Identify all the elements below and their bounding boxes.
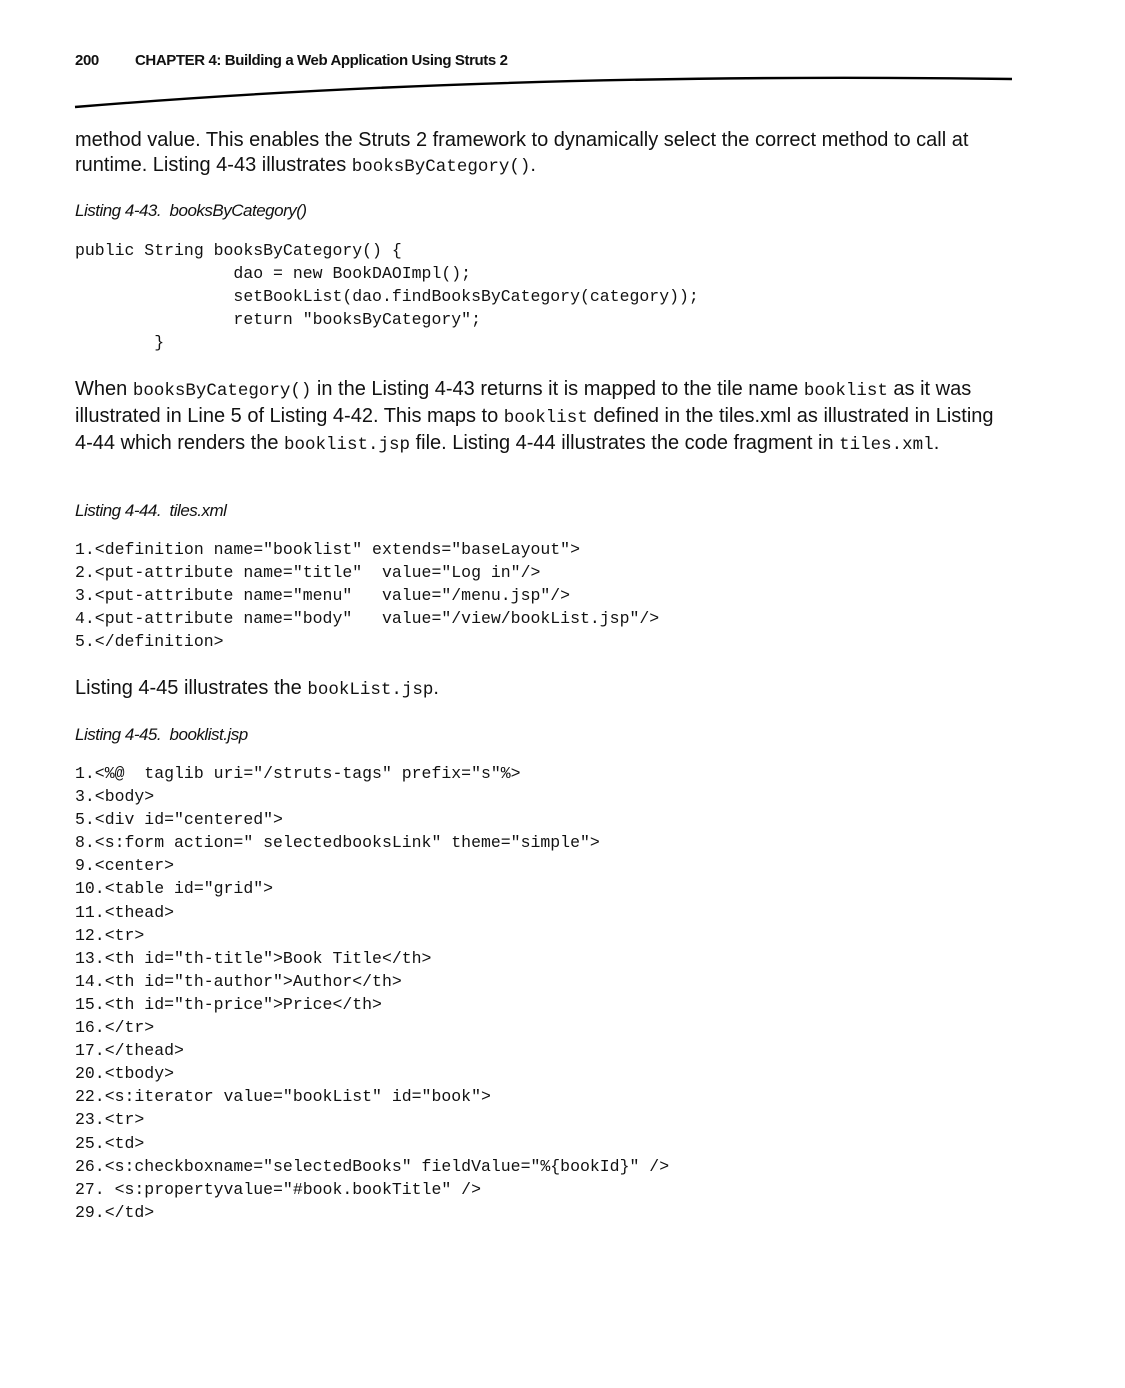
code-line: 11.<thead> [75, 902, 175, 922]
listing-4-43-code [75, 239, 699, 354]
inline-code: booksByCategory() [132, 381, 312, 401]
code-line: } [75, 333, 165, 353]
code-line: 3.<body> [75, 787, 155, 807]
code-line: 16.</tr> [75, 1018, 155, 1038]
paragraph-method-value [75, 128, 1015, 180]
listing-4-45-caption: Listing 4-45. booklist.jsp [75, 725, 248, 744]
code-line: 9.<center> [75, 856, 175, 876]
listing-4-44-caption: Listing 4-44. tiles.xml [75, 501, 227, 520]
code-line: 10.<table id="grid"> [75, 879, 274, 899]
code-line: 5.</definition> [75, 632, 224, 652]
inline-code: booklist.jsp [284, 435, 411, 455]
listing-4-44-code [75, 538, 659, 653]
inline-code: booksByCategory() [351, 157, 531, 177]
code-line: 17.</thead> [75, 1041, 184, 1061]
code-line: 23.<tr> [75, 1110, 145, 1130]
code-line: 5.<div id="centered"> [75, 810, 283, 830]
paragraph-text: method value. This enables the Struts 2 framework to dynamically select the correct method to call at runtime. Listing 4-43 illustrates [75, 129, 969, 176]
paragraph-text: . [433, 677, 439, 699]
code-line: 29.</td> [75, 1202, 155, 1222]
code-line: 2.<put-attribute name="title" value="Log in"/> [75, 563, 541, 583]
paragraph-text: file. Listing 4-44 illustrates the code fragment in [410, 432, 840, 454]
code-line: 1.<definition name="booklist" extends="baseLayout"> [75, 540, 580, 559]
header-rule [0, 68, 1125, 118]
code-line: return "booksByCategory"; [75, 310, 481, 330]
inline-code: booklist [503, 408, 588, 428]
code-line: 22.<s:iterator value="bookList" id="book"> [75, 1087, 491, 1107]
code-line: 14.<th id="th-author">Author</th> [75, 971, 402, 991]
code-line: 15.<th id="th-price">Price</th> [75, 994, 382, 1014]
code-line: 8.<s:form action=" selectedbooksLink" theme="simple"> [75, 833, 600, 853]
paragraph-text: . [530, 154, 536, 176]
paragraph-text: . [933, 432, 940, 454]
code-line: 27. <s:propertyvalue="#book.bookTitle" /> [75, 1179, 481, 1199]
inline-code: booklist [803, 381, 888, 401]
code-line: 20.<tbody> [75, 1064, 175, 1084]
code-line: 1.<%@ taglib uri="/struts-tags" prefix="s"%> [75, 764, 521, 783]
paragraph-when-books [75, 377, 1015, 458]
code-line: 13.<th id="th-title">Book Title</th> [75, 948, 432, 968]
code-line: 26.<s:checkboxname="selectedBooks" fieldValue="%{bookId}" /> [75, 1156, 670, 1176]
code-line: 4.<put-attribute name="body" value="/view/bookList.jsp"/> [75, 609, 660, 629]
inline-code: bookList.jsp [307, 680, 434, 700]
paragraph-text: Listing 4-45 illustrates the [75, 677, 308, 699]
inline-code: tiles.xml [839, 435, 934, 455]
code-line: setBookList(dao.findBooksByCategory(category)); [75, 287, 699, 307]
paragraph-text: in the Listing 4-43 returns it is mapped to the tile name [311, 378, 804, 400]
listing-4-43-caption: Listing 4-43. booksByCategory() [75, 201, 307, 220]
code-line: public String booksByCategory() { [75, 241, 402, 260]
paragraph-listing-4-45-intro [75, 676, 1015, 703]
listing-4-45-code [75, 762, 669, 1224]
code-line: 3.<put-attribute name="menu" value="/menu.jsp"/> [75, 586, 571, 606]
chapter-title: CHAPTER 4: Building a Web Application Using Struts 2 [135, 52, 508, 69]
paragraph-text: as it was illustrated in Line 5 of Listing 4-42. This maps to [75, 378, 972, 427]
code-line: 25.<td> [75, 1133, 145, 1153]
paragraph-text: When [75, 378, 133, 400]
code-line: 12.<tr> [75, 925, 145, 945]
page-number: 200 [75, 52, 99, 69]
code-line: dao = new BookDAOImpl(); [75, 264, 472, 284]
paragraph-text: defined in the tiles.xml as illustrated in Listing 4-44 which renders the [75, 405, 994, 454]
